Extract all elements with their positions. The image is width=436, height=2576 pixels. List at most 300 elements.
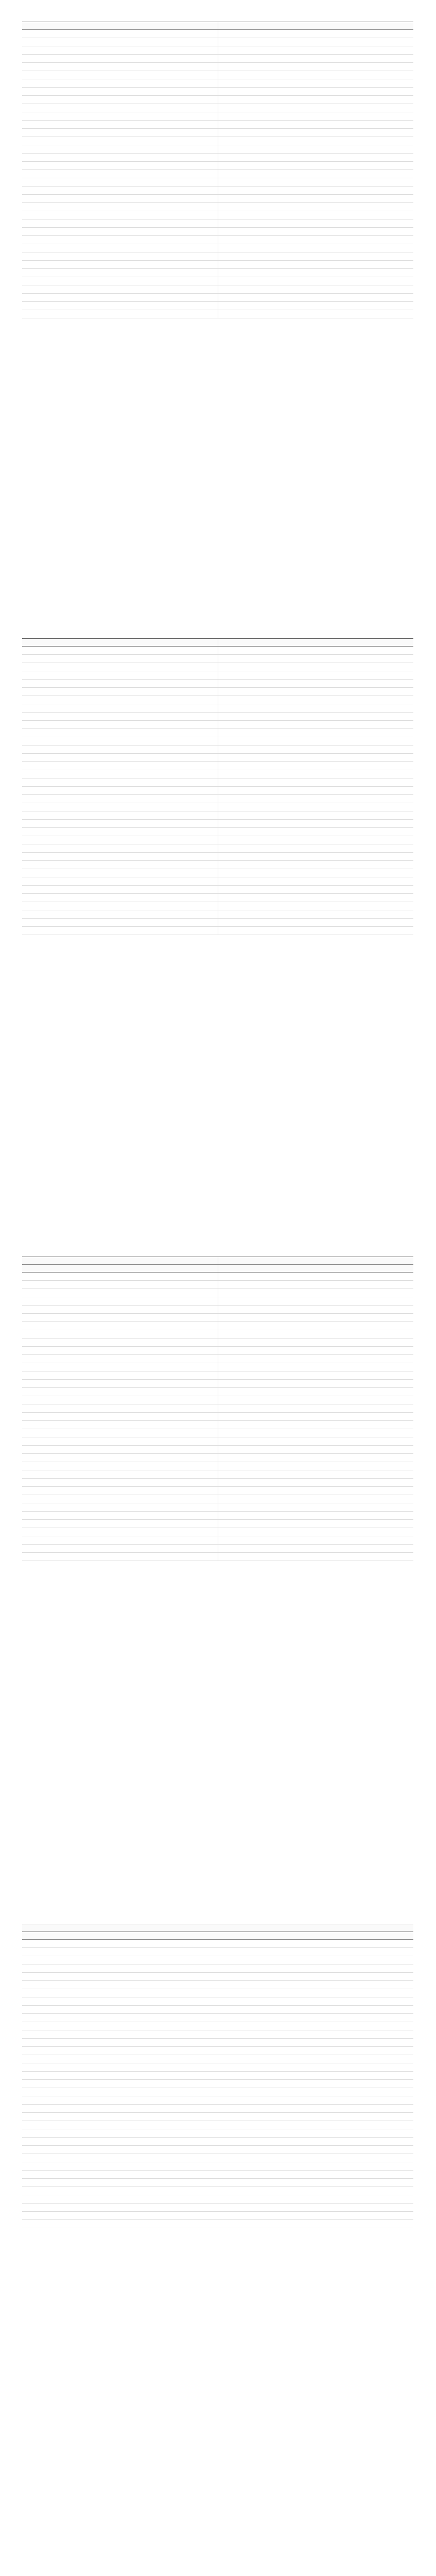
index-cell bbox=[335, 1940, 374, 1948]
index-cell bbox=[179, 2047, 218, 2055]
index-cell bbox=[335, 1948, 374, 1956]
index-cell bbox=[71, 71, 120, 79]
index-cell bbox=[120, 269, 169, 277]
index-cell bbox=[71, 828, 120, 836]
city-cell bbox=[218, 1273, 267, 1281]
index-cell bbox=[257, 2088, 296, 2096]
index-cell bbox=[179, 2171, 218, 2179]
city-cell bbox=[22, 2146, 61, 2154]
index-cell bbox=[316, 1487, 364, 1495]
index-cell bbox=[120, 745, 169, 754]
index-cell bbox=[71, 861, 120, 869]
city-cell bbox=[22, 2039, 61, 2047]
city-cell bbox=[218, 919, 267, 927]
index-cell bbox=[267, 647, 316, 655]
index-cell bbox=[335, 2063, 374, 2072]
table-row bbox=[22, 894, 413, 902]
index-cell bbox=[364, 1553, 413, 1561]
index-cell bbox=[364, 1404, 413, 1413]
index-cell bbox=[120, 1330, 169, 1338]
index-cell bbox=[169, 894, 218, 902]
index-cell bbox=[71, 778, 120, 787]
city-cell bbox=[218, 277, 267, 285]
table-row bbox=[22, 770, 413, 778]
index-cell bbox=[139, 2080, 179, 2088]
index-cell bbox=[61, 1948, 100, 1956]
index-cell bbox=[169, 187, 218, 195]
table-row bbox=[22, 1322, 413, 1330]
index-cell bbox=[374, 1940, 413, 1948]
index-cell bbox=[267, 88, 316, 96]
city-cell bbox=[218, 1306, 267, 1314]
index-cell bbox=[374, 1973, 413, 1981]
index-cell bbox=[267, 1355, 316, 1363]
index-cell bbox=[169, 1470, 218, 1479]
city-cell bbox=[218, 63, 267, 71]
index-cell bbox=[267, 844, 316, 853]
table-title bbox=[22, 1239, 413, 1257]
table-row bbox=[22, 696, 413, 704]
index-cell bbox=[267, 277, 316, 285]
table-row bbox=[22, 1347, 413, 1355]
index-cell bbox=[71, 1495, 120, 1503]
index-cell bbox=[267, 713, 316, 721]
city-cell bbox=[218, 30, 267, 38]
index-cell bbox=[364, 1421, 413, 1429]
index-cell bbox=[296, 2055, 335, 2063]
index-cell bbox=[267, 1437, 316, 1446]
index-cell bbox=[316, 1281, 364, 1289]
index-cell bbox=[169, 1413, 218, 1421]
index-cell bbox=[169, 88, 218, 96]
city-cell bbox=[218, 853, 267, 861]
index-cell bbox=[364, 861, 413, 869]
index-cell bbox=[139, 2006, 179, 2014]
city-cell bbox=[218, 1330, 267, 1338]
index-cell bbox=[335, 2096, 374, 2105]
city-cell bbox=[218, 1355, 267, 1363]
index-cell bbox=[71, 787, 120, 795]
table-row bbox=[22, 261, 413, 269]
index-cell bbox=[169, 671, 218, 680]
index-cell bbox=[169, 1437, 218, 1446]
index-cell bbox=[335, 2220, 374, 2228]
index-cell bbox=[364, 211, 413, 219]
index-cell bbox=[169, 927, 218, 935]
index-cell bbox=[100, 2039, 139, 2047]
index-cell bbox=[61, 1956, 100, 1964]
index-cell bbox=[267, 853, 316, 861]
city-cell bbox=[218, 244, 267, 252]
index-cell bbox=[71, 894, 120, 902]
table-row bbox=[22, 836, 413, 844]
index-cell bbox=[169, 729, 218, 737]
index-cell bbox=[218, 1973, 257, 1981]
index-cell bbox=[179, 2088, 218, 2096]
index-cell bbox=[296, 2047, 335, 2055]
index-cell bbox=[179, 2212, 218, 2220]
index-cell bbox=[71, 178, 120, 187]
index-cell bbox=[316, 927, 364, 935]
index-cell bbox=[120, 228, 169, 236]
index-cell bbox=[71, 1347, 120, 1355]
index-cell bbox=[120, 162, 169, 170]
index-cell bbox=[100, 2220, 139, 2228]
index-cell bbox=[364, 869, 413, 877]
city-cell bbox=[22, 919, 71, 927]
city-cell bbox=[22, 2204, 61, 2212]
index-cell bbox=[335, 2146, 374, 2154]
city-cell bbox=[22, 2121, 61, 2129]
table-row bbox=[22, 1964, 413, 1973]
index-cell bbox=[257, 1989, 296, 1997]
table-row bbox=[22, 1281, 413, 1289]
index-cell bbox=[120, 1462, 169, 1470]
index-cell bbox=[120, 1495, 169, 1503]
index-cell bbox=[335, 1973, 374, 1981]
city-cell bbox=[22, 1454, 71, 1462]
city-cell bbox=[218, 671, 267, 680]
city-cell bbox=[22, 294, 71, 302]
index-cell bbox=[364, 836, 413, 844]
index-cell bbox=[179, 2080, 218, 2088]
index-cell bbox=[71, 919, 120, 927]
index-cell bbox=[257, 2171, 296, 2179]
index-cell bbox=[335, 2022, 374, 2030]
index-cell bbox=[71, 1503, 120, 1512]
index-cell bbox=[71, 252, 120, 261]
index-cell bbox=[267, 704, 316, 713]
index-cell bbox=[364, 1454, 413, 1462]
index-cell bbox=[120, 861, 169, 869]
index-cell bbox=[120, 1380, 169, 1388]
index-cell bbox=[316, 63, 364, 71]
index-cell bbox=[374, 2006, 413, 2014]
table-row bbox=[22, 302, 413, 310]
index-cell bbox=[120, 1446, 169, 1454]
index-cell bbox=[364, 1512, 413, 1520]
column-header bbox=[335, 1932, 374, 1940]
city-cell bbox=[22, 2006, 61, 2014]
column-header bbox=[316, 1257, 364, 1265]
index-cell bbox=[316, 1437, 364, 1446]
city-cell bbox=[218, 38, 267, 46]
index-cell bbox=[71, 294, 120, 302]
city-cell bbox=[22, 219, 71, 228]
index-cell bbox=[364, 1314, 413, 1322]
index-cell bbox=[364, 778, 413, 787]
city-cell bbox=[218, 1479, 267, 1487]
index-cell bbox=[61, 2022, 100, 2030]
index-cell bbox=[316, 1495, 364, 1503]
city-cell bbox=[22, 754, 71, 762]
index-cell bbox=[257, 1956, 296, 1964]
index-cell bbox=[71, 877, 120, 886]
index-cell bbox=[316, 820, 364, 828]
index-cell bbox=[169, 828, 218, 836]
city-cell bbox=[218, 1380, 267, 1388]
city-cell bbox=[22, 803, 71, 811]
index-cell bbox=[169, 811, 218, 820]
column-header bbox=[179, 1924, 218, 1932]
table-row bbox=[22, 2162, 413, 2171]
index-cell bbox=[316, 861, 364, 869]
index-cell bbox=[257, 1981, 296, 1989]
index-cell bbox=[316, 1454, 364, 1462]
index-cell bbox=[139, 1964, 179, 1973]
table-row bbox=[22, 1446, 413, 1454]
column-header bbox=[22, 22, 71, 30]
index-cell bbox=[374, 1956, 413, 1964]
index-cell bbox=[179, 2162, 218, 2171]
table-row bbox=[22, 269, 413, 277]
city-cell bbox=[218, 1512, 267, 1520]
city-cell bbox=[218, 869, 267, 877]
index-cell bbox=[120, 1437, 169, 1446]
index-cell bbox=[374, 2055, 413, 2063]
index-cell bbox=[364, 1446, 413, 1454]
index-cell bbox=[257, 2030, 296, 2039]
index-cell bbox=[364, 647, 413, 655]
index-cell bbox=[316, 187, 364, 195]
index-cell bbox=[335, 2187, 374, 2195]
index-cell bbox=[316, 713, 364, 721]
index-cell bbox=[139, 2047, 179, 2055]
table-row bbox=[22, 88, 413, 96]
index-cell bbox=[364, 1437, 413, 1446]
city-cell bbox=[22, 71, 71, 79]
index-cell bbox=[267, 294, 316, 302]
index-cell bbox=[120, 894, 169, 902]
index-cell bbox=[267, 252, 316, 261]
index-cell bbox=[267, 1421, 316, 1429]
city-cell bbox=[22, 162, 71, 170]
index-cell bbox=[267, 112, 316, 121]
column-header bbox=[139, 1924, 179, 1932]
index-cell bbox=[316, 811, 364, 820]
city-cell bbox=[22, 1404, 71, 1413]
index-cell bbox=[364, 96, 413, 104]
city-cell bbox=[218, 688, 267, 696]
index-cell bbox=[267, 203, 316, 211]
column-header bbox=[22, 1924, 61, 1932]
index-cell bbox=[71, 704, 120, 713]
city-cell bbox=[22, 2014, 61, 2022]
index-cell bbox=[120, 770, 169, 778]
index-cell bbox=[61, 2080, 100, 2088]
index-cell bbox=[169, 655, 218, 663]
city-cell bbox=[22, 844, 71, 853]
index-cell bbox=[316, 244, 364, 252]
index-cell bbox=[267, 1553, 316, 1561]
index-cell bbox=[296, 2187, 335, 2195]
index-cell bbox=[296, 1973, 335, 1981]
index-cell bbox=[296, 2088, 335, 2096]
index-cell bbox=[316, 1388, 364, 1396]
city-cell bbox=[22, 38, 71, 46]
index-cell bbox=[218, 2088, 257, 2096]
index-cell bbox=[267, 187, 316, 195]
index-cell bbox=[120, 795, 169, 803]
index-cell bbox=[71, 79, 120, 88]
index-cell bbox=[139, 2072, 179, 2080]
city-cell bbox=[22, 310, 71, 318]
index-cell bbox=[71, 219, 120, 228]
table-row bbox=[22, 2039, 413, 2047]
table-row bbox=[22, 1363, 413, 1371]
index-cell bbox=[364, 894, 413, 902]
index-cell bbox=[364, 55, 413, 63]
index-cell bbox=[169, 688, 218, 696]
index-cell bbox=[169, 770, 218, 778]
index-cell bbox=[267, 269, 316, 277]
index-cell bbox=[179, 2014, 218, 2022]
city-cell bbox=[22, 1289, 71, 1297]
index-cell bbox=[71, 261, 120, 269]
city-cell bbox=[218, 704, 267, 713]
city-cell bbox=[22, 2030, 61, 2039]
city-cell bbox=[218, 1388, 267, 1396]
index-cell bbox=[267, 1479, 316, 1487]
index-cell bbox=[169, 762, 218, 770]
index-cell bbox=[169, 63, 218, 71]
index-cell bbox=[61, 2006, 100, 2014]
index-cell bbox=[100, 2204, 139, 2212]
index-cell bbox=[169, 1347, 218, 1355]
index-cell bbox=[120, 170, 169, 178]
index-cell bbox=[120, 1536, 169, 1545]
index-cell bbox=[296, 1948, 335, 1956]
index-cell bbox=[267, 310, 316, 318]
table-row bbox=[22, 1553, 413, 1561]
index-cell bbox=[374, 1981, 413, 1989]
index-cell bbox=[218, 2055, 257, 2063]
index-cell bbox=[61, 1940, 100, 1948]
city-cell bbox=[22, 137, 71, 145]
index-cell bbox=[71, 1297, 120, 1306]
column-header bbox=[374, 1932, 413, 1940]
table-row bbox=[22, 46, 413, 55]
table-row bbox=[22, 2204, 413, 2212]
index-cell bbox=[316, 154, 364, 162]
index-cell bbox=[267, 63, 316, 71]
index-cell bbox=[335, 2105, 374, 2113]
index-cell bbox=[71, 927, 120, 935]
index-cell bbox=[71, 844, 120, 853]
index-cell bbox=[61, 2072, 100, 2080]
index-cell bbox=[61, 2063, 100, 2072]
city-cell bbox=[218, 112, 267, 121]
table-row bbox=[22, 853, 413, 861]
index-cell bbox=[316, 252, 364, 261]
index-cell bbox=[71, 1388, 120, 1396]
table-row bbox=[22, 828, 413, 836]
table-row bbox=[22, 869, 413, 877]
index-cell bbox=[139, 2022, 179, 2030]
table-row bbox=[22, 228, 413, 236]
index-cell bbox=[120, 762, 169, 770]
city-cell bbox=[22, 170, 71, 178]
index-cell bbox=[335, 2129, 374, 2138]
index-cell bbox=[316, 729, 364, 737]
table-row bbox=[22, 647, 413, 655]
index-cell bbox=[364, 721, 413, 729]
index-cell bbox=[257, 1964, 296, 1973]
table-row bbox=[22, 820, 413, 828]
data-table bbox=[22, 22, 413, 318]
index-cell bbox=[316, 910, 364, 919]
index-cell bbox=[364, 902, 413, 910]
index-cell bbox=[296, 2129, 335, 2138]
index-cell bbox=[316, 121, 364, 129]
city-cell bbox=[22, 910, 71, 919]
index-cell bbox=[374, 2096, 413, 2105]
index-cell bbox=[218, 2113, 257, 2121]
table-row bbox=[22, 729, 413, 737]
index-cell bbox=[120, 811, 169, 820]
city-cell bbox=[22, 211, 71, 219]
index-cell bbox=[71, 688, 120, 696]
index-cell bbox=[267, 79, 316, 88]
index-cell bbox=[316, 737, 364, 745]
city-cell bbox=[218, 104, 267, 112]
index-cell bbox=[296, 1940, 335, 1948]
index-cell bbox=[364, 820, 413, 828]
index-cell bbox=[267, 680, 316, 688]
city-cell bbox=[218, 71, 267, 79]
index-cell bbox=[179, 1964, 218, 1973]
index-cell bbox=[316, 688, 364, 696]
index-cell bbox=[71, 811, 120, 820]
index-cell bbox=[267, 1446, 316, 1454]
column-header bbox=[364, 22, 413, 30]
index-cell bbox=[218, 2096, 257, 2105]
index-cell bbox=[169, 137, 218, 145]
index-cell bbox=[364, 787, 413, 795]
table-row bbox=[22, 778, 413, 787]
header-row bbox=[22, 22, 413, 30]
table-row bbox=[22, 244, 413, 252]
index-cell bbox=[267, 927, 316, 935]
city-cell bbox=[22, 647, 71, 655]
index-cell bbox=[267, 1388, 316, 1396]
index-cell bbox=[267, 1495, 316, 1503]
city-cell bbox=[218, 1363, 267, 1371]
city-cell bbox=[218, 803, 267, 811]
city-cell bbox=[22, 88, 71, 96]
index-cell bbox=[364, 688, 413, 696]
index-cell bbox=[179, 2179, 218, 2187]
index-cell bbox=[71, 1322, 120, 1330]
table-row bbox=[22, 1355, 413, 1363]
city-cell bbox=[22, 2096, 61, 2105]
index-cell bbox=[71, 853, 120, 861]
index-cell bbox=[100, 1973, 139, 1981]
index-cell bbox=[267, 877, 316, 886]
column-header bbox=[267, 1257, 316, 1265]
index-cell bbox=[267, 1536, 316, 1545]
city-cell bbox=[218, 836, 267, 844]
index-cell bbox=[71, 162, 120, 170]
index-cell bbox=[316, 803, 364, 811]
index-cell bbox=[364, 277, 413, 285]
index-cell bbox=[120, 96, 169, 104]
city-cell bbox=[22, 1520, 71, 1528]
index-cell bbox=[218, 2204, 257, 2212]
index-cell bbox=[257, 2129, 296, 2138]
index-cell bbox=[218, 2039, 257, 2047]
city-cell bbox=[22, 1503, 71, 1512]
